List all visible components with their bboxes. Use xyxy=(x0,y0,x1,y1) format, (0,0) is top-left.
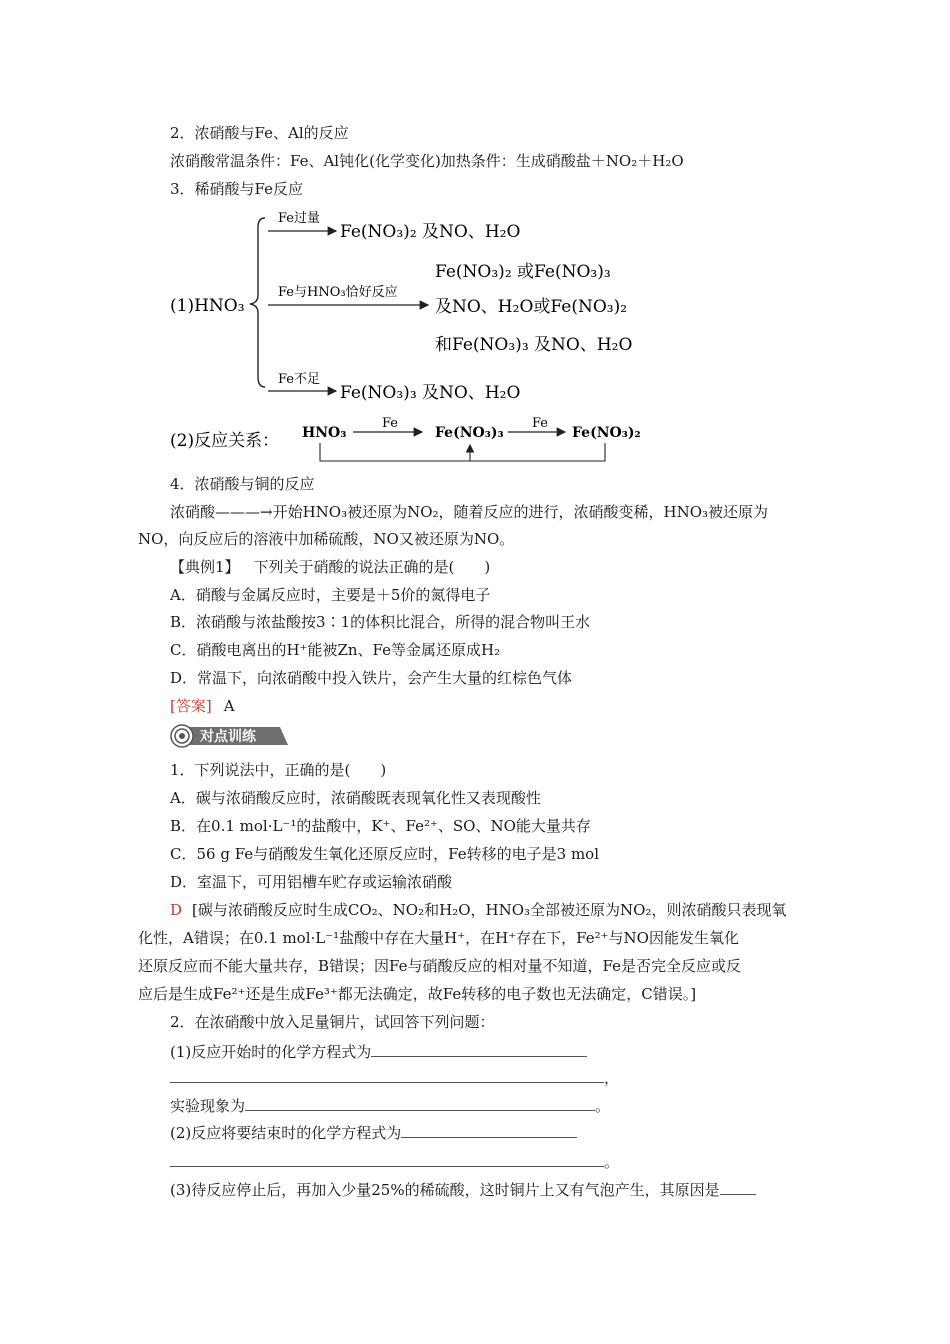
q2-stem: 2．在浓硝酸中放入足量铜片，试回答下列问题： xyxy=(170,1013,495,1031)
example-option-b: B．浓硝酸与浓盐酸按3∶1的体积比混合，所得的混合物叫王水 xyxy=(170,613,591,631)
relation-loop xyxy=(320,443,605,461)
q1-explanation-2: 化性，A错误；在0.1 mol·L⁻¹盐酸中存在大量H⁺，在H⁺存在下，Fe²⁺与NO因能发生氧化 xyxy=(138,929,739,947)
example-question: 下列关于硝酸的说法正确的是( ) xyxy=(253,558,491,576)
q1-option-c: C．56 g Fe与硝酸发生氧化还原反应时，Fe转移的电子是3 mol xyxy=(170,845,599,863)
period: 。 xyxy=(595,1097,611,1115)
branch2-product-2: 及NO、H₂O或Fe(NO₃)₂ xyxy=(435,297,628,317)
q2-part2-line2 xyxy=(170,1150,619,1172)
q2-phenomenon-label: 实验现象为 xyxy=(170,1097,246,1115)
q1-explanation-1 xyxy=(170,900,786,920)
comma: ， xyxy=(604,1069,620,1087)
branch1-product: Fe(NO₃)₂ 及NO、H₂O xyxy=(340,222,521,242)
q1-stem: 1．下列说法中，正确的是( ) xyxy=(170,761,387,779)
relation-hno3: HNO₃ xyxy=(302,425,347,441)
q2-part1-line2 xyxy=(170,1066,619,1088)
practice-badge xyxy=(170,724,288,748)
section-2-text: 浓硝酸常温条件：Fe、Al钝化(化学变化)加热条件：生成硝酸盐＋NO₂＋H₂O xyxy=(170,152,684,170)
branch2-product-3: 和Fe(NO₃)₃ 及NO、H₂O xyxy=(435,335,633,355)
badge-label: 对点训练 xyxy=(200,729,256,745)
section-4-para-2: NO，向反应后的溶液中加稀硫酸，NO又被还原为NO。 xyxy=(138,530,515,548)
example-1-stem xyxy=(170,557,490,577)
example-tag: 【典例1】 xyxy=(170,558,240,576)
answer-blank[interactable] xyxy=(401,1121,577,1138)
section-3-title: 3．稀硝酸与Fe反应 xyxy=(170,180,304,198)
fe-hno3-diagram xyxy=(160,205,680,465)
relation-fe-no3-3: Fe(NO₃)₃ xyxy=(435,425,504,441)
q2-part3 xyxy=(170,1178,756,1200)
example-option-c: C．硝酸电离出的H⁺能被Zn、Fe等金属还原成H₂ xyxy=(170,641,501,659)
q1-option-b: B．在0.1 mol·L⁻¹的盐酸中，K⁺、Fe²⁺、SO、NO能大量共存 xyxy=(170,817,591,835)
answer-blank[interactable] xyxy=(245,1094,595,1111)
example-option-d: D．常温下，向浓硝酸中投入铁片，会产生大量的红棕色气体 xyxy=(170,669,573,687)
q2-phenomenon xyxy=(170,1094,610,1116)
answer-blank[interactable] xyxy=(720,1178,756,1195)
branch1-condition: Fe过量 xyxy=(278,211,321,226)
q1-explanation-text: [碳与浓硝酸反应时生成CO₂、NO₂和H₂O，HNO₃全部被还原为NO₂，则浓硝酸只表现氧 xyxy=(192,901,787,919)
section-2-title: 2．浓硝酸与Fe、Al的反应 xyxy=(170,124,349,142)
period: 。 xyxy=(604,1153,620,1171)
section-4-para-1: 浓硝酸———→开始HNO₃被还原为NO₂，随着反应的进行，浓硝酸变稀，HNO₃被还原为 xyxy=(170,503,769,521)
q2-part2-label: (2)反应将要结束时的化学方程式为 xyxy=(170,1124,402,1142)
q2-part3-label: (3)待反应停止后，再加入少量25%的稀硫酸，这时铜片上又有气泡产生，其原因是 xyxy=(170,1181,720,1199)
branch2-condition: Fe与HNO₃恰好反应 xyxy=(278,285,398,300)
answer-blank[interactable] xyxy=(371,1040,587,1057)
relation-arrow1-label: Fe xyxy=(382,416,399,431)
q2-part2 xyxy=(170,1121,577,1143)
q1-option-d: D．室温下，可用铝槽车贮存或运输浓硝酸 xyxy=(170,873,453,891)
q1-explanation-4: 应后是生成Fe²⁺还是生成Fe³⁺都无法确定，故Fe转移的电子数也无法确定，C错误。] xyxy=(138,985,697,1003)
q2-part1 xyxy=(170,1040,587,1062)
branch3-condition: Fe不足 xyxy=(278,372,321,387)
diagram-root: (1)HNO₃ xyxy=(170,296,245,316)
q1-explanation-3: 还原反应而不能大量共存，B错误；因Fe与硝酸反应的相对量不知道，Fe是否完全反应或反 xyxy=(138,957,741,975)
answer-blank[interactable] xyxy=(170,1150,604,1167)
section-4-title: 4．浓硝酸与铜的反应 xyxy=(170,475,315,493)
q1-answer: D xyxy=(170,901,183,919)
branch3-product: Fe(NO₃)₃ 及NO、H₂O xyxy=(340,383,521,403)
example-option-a: A．硝酸与金属反应时，主要是＋5价的氮得电子 xyxy=(170,586,491,604)
relation-fe-no3-2: Fe(NO₃)₂ xyxy=(572,425,641,441)
branch2-product-1: Fe(NO₃)₂ 或Fe(NO₃)₃ xyxy=(435,262,611,282)
brace xyxy=(250,218,265,387)
q1-option-a: A．碳与浓硝酸反应时，浓硝酸既表现氧化性又表现酸性 xyxy=(170,789,541,807)
answer-blank[interactable] xyxy=(170,1066,604,1083)
relation-label: (2)反应关系： xyxy=(170,431,280,451)
answer-tag: [答案] xyxy=(170,697,212,715)
q2-part1-label: (1)反应开始时的化学方程式为 xyxy=(170,1043,372,1061)
example-answer xyxy=(170,696,235,716)
relation-arrow2-label: Fe xyxy=(532,416,549,431)
answer-value: A xyxy=(223,697,235,715)
